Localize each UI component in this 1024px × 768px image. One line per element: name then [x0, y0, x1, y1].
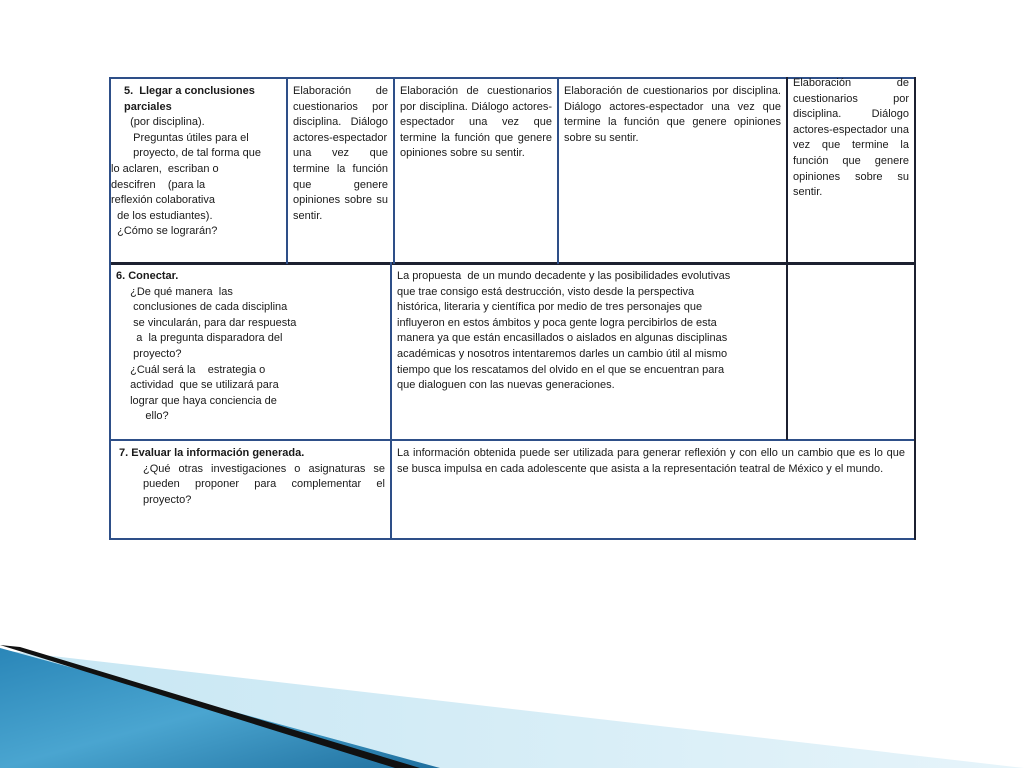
row5-line-5: descifren (para la: [111, 178, 206, 191]
row6-line-7: actividad que se utilizará para: [124, 379, 279, 392]
row6-title: 6. Conectar.: [116, 270, 179, 282]
row5-cell-col2: Elaboración de cuestionarios por disciplina. Diálogo actores-espectador una vez que termine la función que genere opiniones sobre su sentir.: [293, 85, 388, 222]
row5-line-4: lo aclaren, escriban o: [111, 162, 219, 175]
row5-line-2: Preguntas útiles para el: [124, 131, 249, 144]
row6-line-2: conclusiones de cada disciplina: [124, 301, 288, 314]
row5-cell-col5: Elaboración de cuestionarios por disciplina. Diálogo actores-espectador una vez que termine la función que genere opiniones sobre su sentir.: [793, 77, 909, 199]
row5-title: 5. Llegar a conclusiones: [124, 85, 255, 97]
row6-body-line-1: La propuesta de un mundo decadente y las posibilidades evolutivas: [397, 270, 731, 282]
row6-line-6: ¿Cuál será la estrategia o: [124, 363, 266, 376]
row6-line-4: a la pregunta disparadora del: [124, 332, 283, 345]
row5-line-6: reflexión colaborativa: [111, 194, 215, 207]
row7-body-cell: La información obtenida puede ser utilizada para generar reflexión y con ello un cambio que es lo que se busca impulsa en cada adolescente que asista a la representación teatral de México y el mundo.: [397, 447, 905, 475]
row6-body-line-5: manera ya que están encasillados o aislados en algunas disciplinas: [397, 332, 728, 345]
row6-line-1: ¿De qué manera las: [124, 285, 233, 298]
row5-cell-col3: Elaboración de cuestionarios por disciplina. Diálogo actores-espectador una vez que termine la función que genere opiniones sobre su sentir.: [400, 85, 552, 160]
row5-cell-col4: Elaboración de cuestionarios por disciplina. Diálogo actores-espectador una vez que termine la función que genere opiniones sobre su sentir.: [564, 85, 781, 144]
row6-body-line-4: influyeron en estos ámbitos y poca gente logra percibirlos de esta: [397, 316, 717, 329]
row6-body-line-7: tiempo que los rescatamos del olvido en el que se encuentran para: [397, 363, 725, 376]
row7-question: ¿Qué otras investigaciones o asignaturas se pueden proponer para complementar el proyecto?: [143, 462, 385, 506]
row6-line-9: ello?: [124, 410, 169, 423]
row6-body-line-3: histórica, literaria y científica por medio de tres personajes que: [397, 301, 703, 314]
row6-line-5: proyecto?: [124, 347, 182, 360]
row6-line-8: lograr que haya conciencia de: [124, 394, 277, 407]
row7-title: 7. Evaluar la información generada.: [116, 447, 305, 459]
row6-body-line-8: que dialoguen con las nuevas generaciones.: [397, 379, 615, 392]
row6-body-line-6: académicas y nosotros intentaremos darles un cambio útil al mismo: [397, 347, 728, 360]
row5-title-cont: parciales: [124, 100, 172, 113]
row5-line-3: proyecto, de tal forma que: [124, 147, 261, 160]
row5-line-7: de los estudiantes).: [111, 209, 213, 222]
row5-line-8: ¿Cómo se lograrán?: [111, 225, 218, 238]
row6-body-line-2: que trae consigo está destrucción, visto desde la perspectiva: [397, 285, 695, 298]
row5-line-1: (por disciplina).: [124, 116, 205, 129]
row6-line-3: se vincularán, para dar respuesta: [124, 316, 297, 329]
